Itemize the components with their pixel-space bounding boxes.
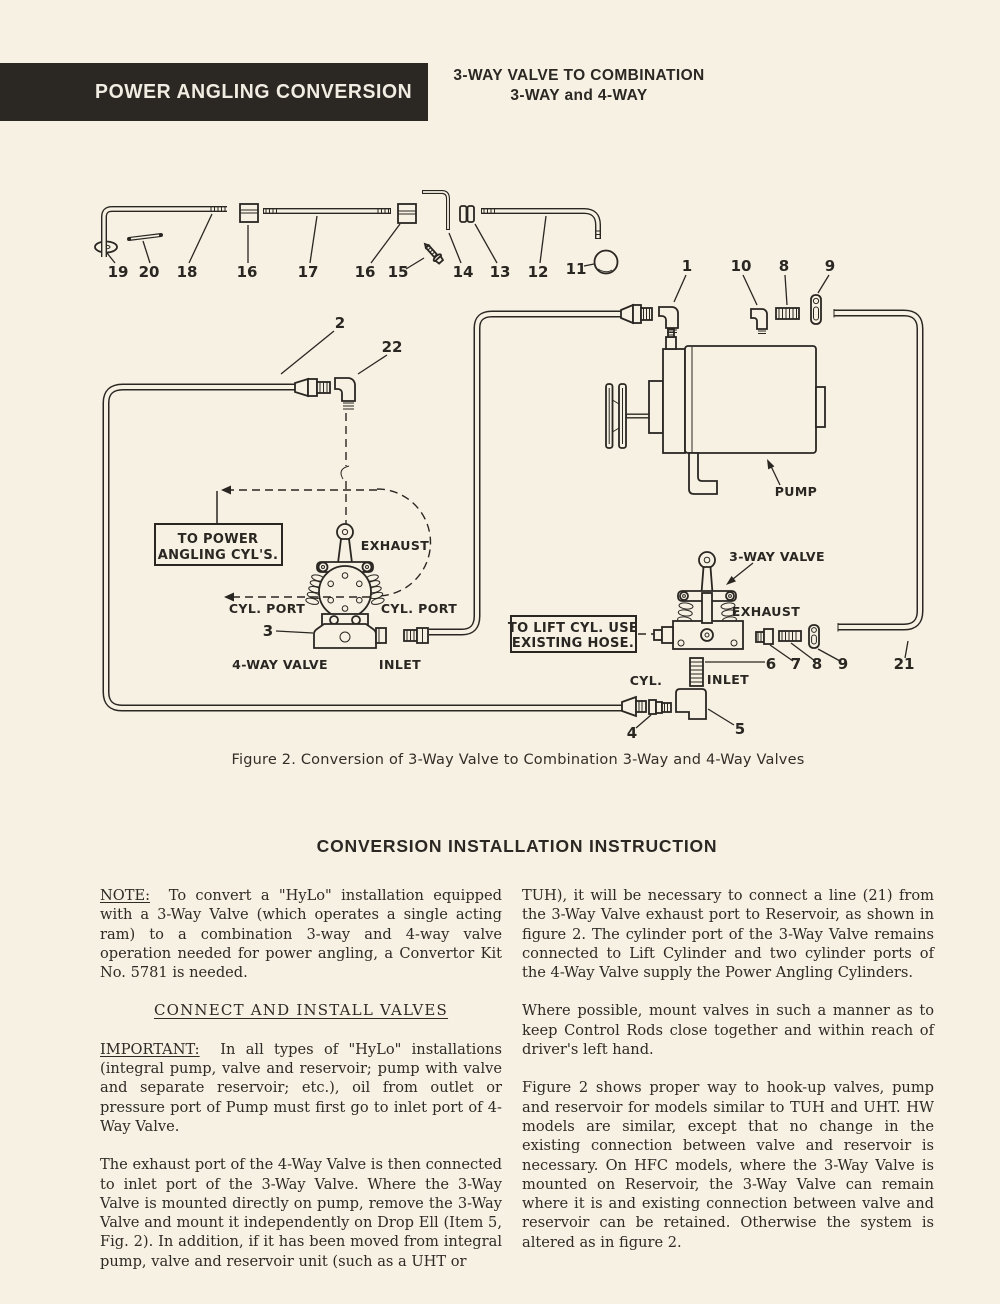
- power-box-line-2: ANGLING CYL'S.: [157, 548, 279, 563]
- long-rod-part: [481, 208, 601, 239]
- figure-2-diagram: [0, 170, 1000, 790]
- part-label-13: 13: [489, 263, 511, 281]
- fitting-group-top: [621, 257, 835, 334]
- pulley: [606, 384, 626, 448]
- lift-cyl-box: [508, 616, 654, 652]
- inlet-3way-label: INLET: [706, 672, 750, 687]
- part-label-5: 5: [734, 720, 746, 738]
- elbow-1: [659, 307, 678, 328]
- page-title: POWER ANGLING CONVERSION: [95, 80, 413, 103]
- important-paragraph: [100, 1040, 502, 1136]
- part-label-8-top: 8: [778, 257, 790, 275]
- lift-box-line-1: TO LIFT CYL. USE: [507, 621, 639, 636]
- figure-caption: Figure 2. Conversion of 3-Way Valve to Combination 3-Way and 4-Way Valves: [231, 752, 805, 768]
- elbow-22: [335, 378, 355, 401]
- part-label-10: 10: [730, 257, 752, 275]
- hose-2-fittings: [281, 314, 402, 526]
- hose-21: [834, 309, 920, 632]
- pin-part: [129, 235, 161, 239]
- pump-bracket: [689, 453, 717, 494]
- pump-label: PUMP: [774, 484, 818, 499]
- text-column-left: [100, 886, 502, 1290]
- title-bar: [0, 63, 428, 121]
- part-label-20: 20: [138, 263, 160, 281]
- part-label-6: 6: [765, 655, 777, 673]
- exhaust-3way-label: EXHAUST: [731, 604, 801, 619]
- valve-base-3: [314, 624, 376, 648]
- four-way-valve: [217, 486, 457, 673]
- right-paragraph-3: Figure 2 shows proper way to hook-up valves, pump and reservoir for models similar to TUH and UHT. HW models are similar, except that no change in the existing connection between valve and reservoir is necessary. On HFC models, where the 3-Way Valve is mounted on Reservoir, the 3-Way Valve can remain where it is and existing connection between valve and reservoir can be retained. Otherwise the system is altered as in figure 2.: [522, 1079, 934, 1251]
- note-lead: NOTE:: [100, 887, 151, 904]
- part-label-9-top: 9: [824, 257, 836, 275]
- part-label-14: 14: [452, 263, 474, 281]
- parts-row-leaders: [107, 214, 594, 269]
- parts-row: [95, 192, 618, 281]
- note-paragraph: [100, 886, 502, 982]
- part-label-2: 2: [334, 314, 346, 332]
- knob-part: [595, 251, 618, 274]
- three-way-valve-label: 3-WAY VALVE: [729, 549, 825, 564]
- subtitle-line-2: 3-WAY and 4-WAY: [510, 87, 648, 104]
- part-label-11: 11: [565, 260, 587, 278]
- power-box-line-1: TO POWER: [177, 532, 259, 547]
- connect-install-subhead: CONNECT AND INSTALL VALVES: [153, 1001, 449, 1020]
- right-paragraph-2: Where possible, mount valves in such a manner as to keep Control Rods close together and within reach of driver's left hand.: [522, 1002, 934, 1059]
- part-label-4: 4: [626, 724, 638, 742]
- control-rod-part: [104, 206, 227, 257]
- part-label-15: 15: [387, 263, 409, 281]
- power-angling-box: [155, 524, 282, 565]
- four-way-valve-label: 4-WAY VALVE: [232, 657, 328, 672]
- important-lead: IMPORTANT:: [100, 1040, 200, 1058]
- clip-9-top: [811, 295, 821, 324]
- cyl-port-left-label: CYL. PORT: [228, 601, 306, 616]
- right-paragraph-1: TUH), it will be necessary to connect a line (21) from the 3-Way Valve exhaust port to Reservoir, as shown in figure 2. The cylinder port of the 3-Way Valve remains connected to Lift Cylinder and two cylinder ports of the 4-Way Valve supply the Power Angling Cylinders.: [522, 887, 934, 982]
- exhaust-4way-label: EXHAUST: [360, 538, 430, 553]
- section-heading: CONVERSION INSTALLATION INSTRUCTION: [316, 836, 718, 856]
- clip-9-bottom: [809, 625, 819, 648]
- drop-ell-5: [676, 689, 706, 719]
- part-label-18: 18: [176, 263, 198, 281]
- part-label-21: 21: [893, 655, 915, 673]
- pump-assembly: [606, 329, 825, 499]
- fitting-4: [649, 700, 671, 714]
- left-paragraph-3: The exhaust port of the 4-Way Valve is then connected to inlet port of the 3-Way Valve. Where the 3-Way Valve is mounted directly on pump, remove the 3-Way Valve and mount it independently on Drop Ell (Item 5, Fig. 2). In addition, if it has been moved from integral pump, valve and reservoir unit (such as a UHT or: [100, 1156, 502, 1270]
- pump-body: [685, 346, 816, 453]
- part-label-16b: 16: [354, 263, 376, 281]
- screw-part: [422, 241, 445, 265]
- pressure-hose: [429, 314, 626, 632]
- part-label-1: 1: [681, 257, 693, 275]
- three-way-valve: [622, 549, 914, 742]
- part-label-17: 17: [297, 263, 319, 281]
- cyl-port-right-label: CYL. PORT: [380, 601, 458, 616]
- part-label-16a: 16: [236, 263, 258, 281]
- subtitle-line-1: 3-WAY VALVE TO COMBINATION: [453, 67, 705, 84]
- cyl-3way-label: CYL.: [629, 673, 663, 688]
- coupler-part: [460, 206, 474, 222]
- elbow-10: [751, 309, 767, 329]
- note-text: To convert a "HyLo" installation equipped with a 3-Way Valve (which operates a single acting ram) to a combination 3-way and 4-way valve operation needed for power angling, a Convertor Kit No. 5781 is needed.: [100, 887, 502, 982]
- lift-box-line-2: EXISTING HOSE.: [511, 636, 635, 651]
- part-label-7: 7: [790, 655, 802, 673]
- part-label-12: 12: [527, 263, 549, 281]
- text-column-right: [522, 886, 934, 1271]
- inlet-4way-label: INLET: [378, 657, 422, 672]
- rod-part: [263, 208, 391, 214]
- important-text: In all types of "HyLo" installations (integral pump, valve and reservoir; pump with valve and separate reservoir; etc.), oil from outlet or pressure port of Pump must first go to inlet port of 4-Way Valve.: [100, 1040, 502, 1135]
- part-label-9-bottom: 9: [837, 655, 849, 673]
- sleeve-part: [398, 204, 416, 223]
- part-label-3: 3: [262, 622, 274, 640]
- part-label-22: 22: [381, 338, 403, 356]
- sleeve-part: [240, 204, 258, 222]
- bent-rod-part: [422, 192, 448, 230]
- part-label-19: 19: [107, 263, 129, 281]
- page-subtitle: [436, 66, 722, 106]
- part-label-8-bottom: 8: [811, 655, 823, 673]
